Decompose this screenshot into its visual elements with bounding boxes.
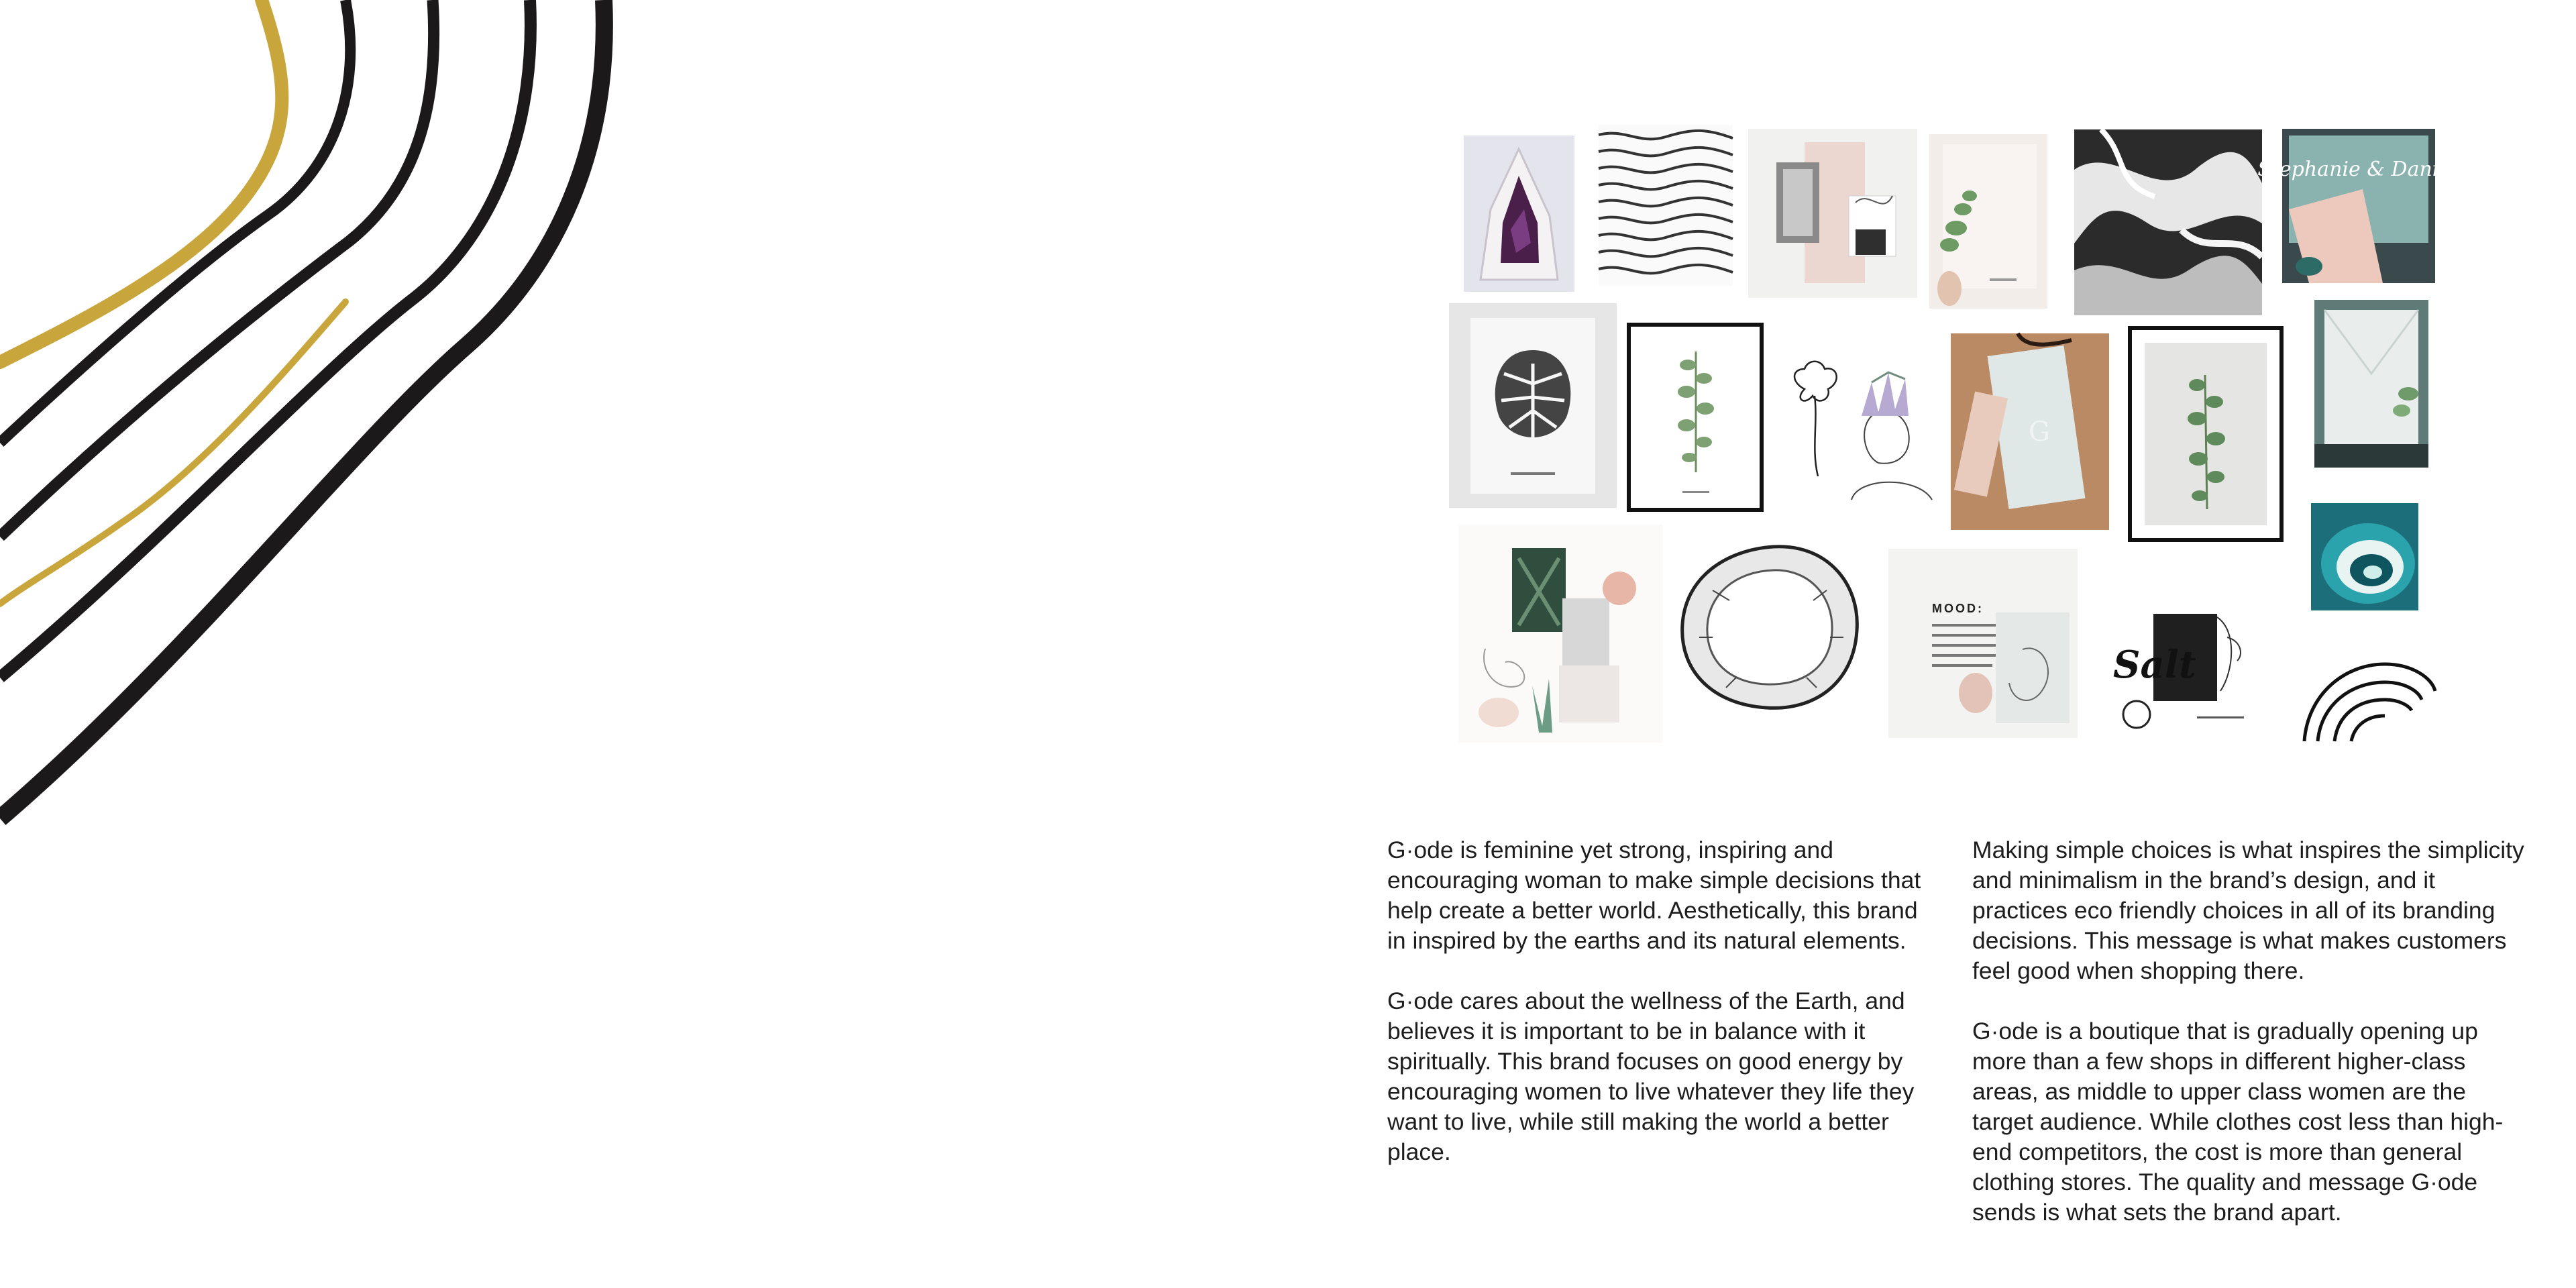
paragraph-market-position: G·ode is a boutique that is gradually opening up more than a few shops in different higher-class areas, as middle to upper class women are the target audience. While clothes cost less than high-end competitors, the cost is more than general clothing stores. The quality and message G·ode sends is what sets the brand apart. <box>1972 1018 2504 1226</box>
wave-lines-decoration <box>0 0 644 839</box>
vellum-envelope <box>2314 300 2428 468</box>
copy-column-left <box>1387 835 1924 1197</box>
monstera-leaf-print <box>1449 303 1617 508</box>
mood-board-card <box>1888 549 2078 738</box>
amethyst-geode-photo <box>1464 136 1574 292</box>
black-white-marble <box>2074 129 2262 315</box>
wavy-lines-pattern <box>1599 125 1733 286</box>
mood-title-text: MOOD: <box>1932 602 1984 615</box>
floral-line-drawing <box>1771 342 1939 500</box>
paragraph-brand-values: G·ode cares about the wellness of the Earth, and believes it is important to be in balance with it spiritually. This brand focuses on good energy by encouraging women to live whatever they life they want to live, while still making the world a better place. <box>1387 987 1915 1165</box>
paragraph-design-philosophy: Making simple choices is what inspires the simplicity and minimalism in the brand’s design, and it practices eco friendly choices in all of its branding decisions. This message is what makes customers feel good when shopping there. <box>1972 837 2524 984</box>
calligraphy-invitation <box>2257 129 2457 283</box>
botanical-collage <box>1458 525 1663 743</box>
copy-column-right <box>1972 835 2529 1258</box>
agate-slice-teal <box>2311 503 2418 610</box>
svg-text:G: G <box>2029 417 2050 447</box>
hang-tag-kraft <box>1951 333 2109 530</box>
agate-line-drawing <box>2298 641 2438 745</box>
stationery-collage <box>1748 129 1917 298</box>
brush-word-text: Salt <box>2113 643 2196 687</box>
paragraph-brand-personality: G·ode is feminine yet strong, inspiring and encouraging woman to make simple decisions that help create a better world. Aesthetically, this brand in inspired by the earths and its natural elements. <box>1387 837 1921 954</box>
eucalyptus-card <box>1929 134 2047 309</box>
brush-lettering-collage <box>2103 590 2254 741</box>
card-script-text: Stephanie & Daniel <box>2257 158 2457 181</box>
eucalyptus-print-framed <box>1629 325 1762 510</box>
geode-sketch <box>1672 537 1866 719</box>
eucalyptus-frame-print <box>2130 328 2282 540</box>
